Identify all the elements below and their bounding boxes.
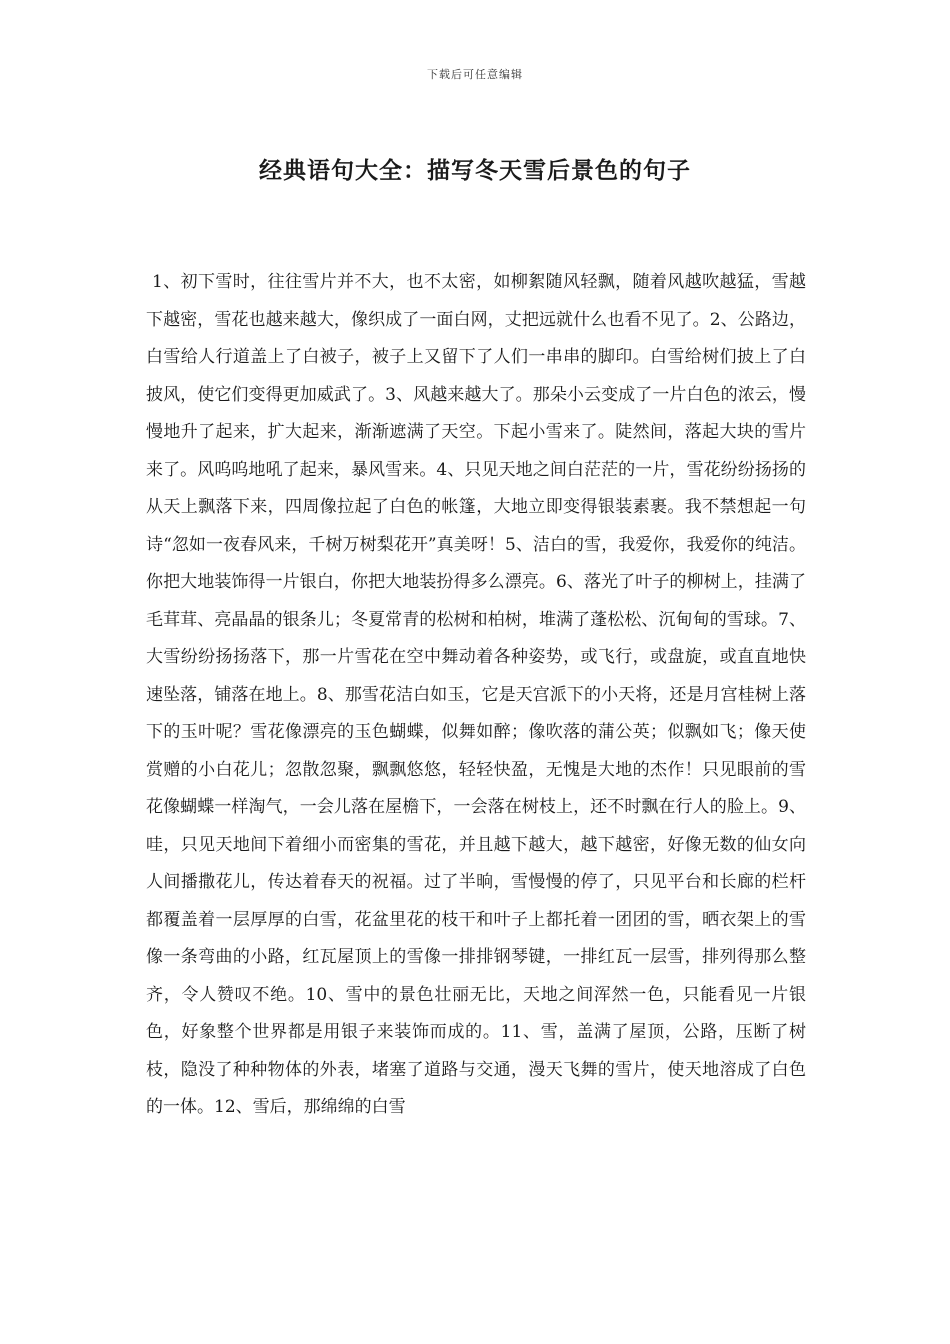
page-header-note: 下载后可任意编辑 bbox=[427, 68, 523, 81]
document-body-paragraph: 1、初下雪时，往往雪片并不大，也不太密，如柳絮随风轻飘，随着风越吹越猛，雪越下越密，雪花也越来越大，像织成了一面白网，丈把远就什么也看不见了。2、公路边，白雪给人行道盖上了白被子，被子上又留下了人们一串串的脚印。白雪给树们披上了白披风，使它们变得更加威武了。3、风越来越大了。那朵小云变成了一片白色的浓云，慢慢地升了起来，扩大起来，渐渐遮满了天空。下起小雪来了。陡然间，落起大块的雪片来了。风呜呜地吼了起来，暴风雪来。4、只见天地之间白茫茫的一片，雪花纷纷扬扬的从天上飘落下来，四周像拉起了白色的帐篷，大地立即变得银装素裹。我不禁想起一句诗“忽如一夜春风来，千树万树梨花开”真美呀！5、洁白的雪，我爱你，我爱你的纯洁。你把大地装饰得一片银白，你把大地装扮得多么漂亮。6、落光了叶子的柳树上，挂满了毛茸茸、亮晶晶的银条儿；冬夏常青的松树和柏树，堆满了蓬松松、沉甸甸的雪球。7、大雪纷纷扬扬落下，那一片雪花在空中舞动着各种姿势，或飞行，或盘旋，或直直地快速坠落，铺落在地上。8、那雪花洁白如玉，它是天宫派下的小天将，还是月宫桂树上落下的玉叶呢？雪花像漂亮的玉色蝴蝶，似舞如醉；像吹落的蒲公英；似飘如飞；像天使赏赠的小白花儿；忽散忽聚，飘飘悠悠，轻轻快盈，无愧是大地的杰作！只见眼前的雪花像蝴蝶一样淘气，一会儿落在屋檐下，一会落在树枝上，还不时飘在行人的脸上。9、哇，只见天地间下着细小而密集的雪花，并且越下越大，越下越密，好像无数的仙女向人间播撒花儿，传达着春天的祝福。过了半晌，雪慢慢的停了，只见平台和长廊的栏杆都覆盖着一层厚厚的白雪，花盆里花的枝干和叶子上都托着一团团的雪，晒衣架上的雪像一条弯曲的小路，红瓦屋顶上的雪像一排排钢琴键，一排红瓦一层雪，排列得那么整齐，令人赞叹不绝。10、雪中的景色壮丽无比，天地之间浑然一色，只能看见一片银色，好象整个世界都是用银子来装饰而成的。11、雪，盖满了屋顶，公路，压断了树枝，隐没了种种物体的外表，堵塞了道路与交通，漫天飞舞的雪片，使天地溶成了白色的一体。12、雪后，那绵绵的白雪 bbox=[146, 272, 806, 1117]
document-title: 经典语句大全：描写冬天雪后景色的句子 bbox=[259, 157, 691, 184]
